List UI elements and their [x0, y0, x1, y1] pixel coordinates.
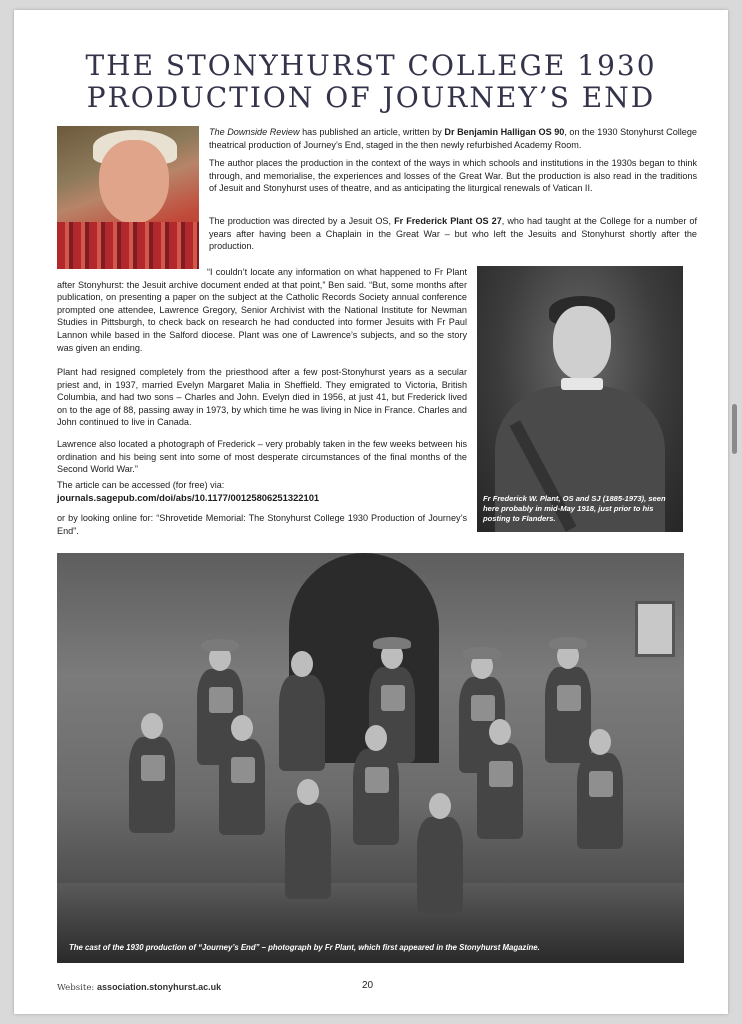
author-photo	[57, 126, 199, 269]
portrait-caption: Fr Frederick W. Plant, OS and SJ (1885-1973), seen here probably in mid-May 1918, just prior to his posting to Flanders.	[483, 494, 666, 523]
access-intro: The article can be accessed (for free) via:	[57, 480, 225, 490]
website-link[interactable]: association.stonyhurst.ac.uk	[97, 982, 222, 992]
page	[14, 10, 728, 1014]
body-paragraph-biography: Plant had resigned completely from the priesthood after a few post-Stonyhurst years as a secular priest and, in 1937, married Evelyn Margaret Malia in Sheffield. They emigrated to Victoria, British Columbia, and had two sons – Charles and John. Evelyn died in 1956, at just 41, but Frederick lived on to the age of 88, passing away in 1973, by which time he was living in Nice in France. Charles and John continued to live in Canada.	[57, 367, 467, 428]
scrollbar-thumb[interactable]	[732, 404, 737, 454]
director-name: Fr Frederick Plant OS 27	[394, 216, 502, 226]
article-link[interactable]: journals.sagepub.com/doi/abs/10.1177/00125806251322101	[57, 492, 320, 503]
publication-name: The Downside Review	[209, 127, 300, 137]
page-number: 20	[362, 980, 374, 991]
cast-photo	[57, 553, 684, 963]
body-paragraph-photograph: Lawrence also located a photograph of Frederick – very probably taken in the few weeks between his ordination and his being sent into some of most desperate circumstances of the final months of the Second World War.”	[57, 439, 467, 475]
page-title	[34, 50, 708, 114]
portrait-photo	[477, 266, 683, 532]
search-hint: or by looking online for: “Shrovetide Memorial: The Stonyhurst College 1930 Production of Journey’s End”.	[57, 513, 467, 536]
intro-paragraph-3: The production was directed by a Jesuit OS, Fr Frederick Plant OS 27, who had taught at the College for a number of years after having been a Chaplain in the Great War – but who left the Jesuits and Stonyhurst shortly after the production.	[209, 216, 697, 252]
footer-website: Website: association.stonyhurst.ac.uk	[57, 982, 222, 993]
intro-paragraph-1: The Downside Review has published an article, written by Dr Benjamin Halligan OS 90, on the 1930 Stonyhurst College theatrical production of Journey’s End, staged in the then newly refurbished Academy Room.	[209, 127, 697, 150]
cast-caption: The cast of the 1930 production of “Journey’s End” – photograph by Fr Plant, which first appeared in the Stonyhurst Magazine.	[69, 943, 540, 952]
title-line-2: PRODUCTION OF JOURNEY’S END	[86, 81, 656, 114]
author-name: Dr Benjamin Halligan OS 90	[444, 127, 565, 137]
title-line-1: THE STONYHURST COLLEGE 1930	[85, 49, 657, 82]
intro-paragraph-2: The author places the production in the context of the ways in which schools and institutions in the 1930s began to think through, and memorialise, the experiences and losses of the Great War. But the production is also read in the traditions of Jesuit and Stonyhurst uses of theatre, and as anticipating the liturgical renewals of Vatican II.	[209, 158, 697, 194]
body-paragraph-quote: “I couldn’t locate any information on what happened to Fr Plant after Stonyhurst: the Jesuit archive document ended at that point,” Ben said. “But, some months after publication, on presenting a paper on the subject at the Catholic Records Society annual conference prompted one attendee, Lawrence Gregory, Senior Archivist with the National Institute for Newman Studies in Pittsburgh, to check back on research he had conducted into former Jesuits with Fr Paul Lannon while based in the Salford diocese. Plant was one of Lawrence’s subjects, and so the story was given an ending.	[57, 267, 467, 353]
